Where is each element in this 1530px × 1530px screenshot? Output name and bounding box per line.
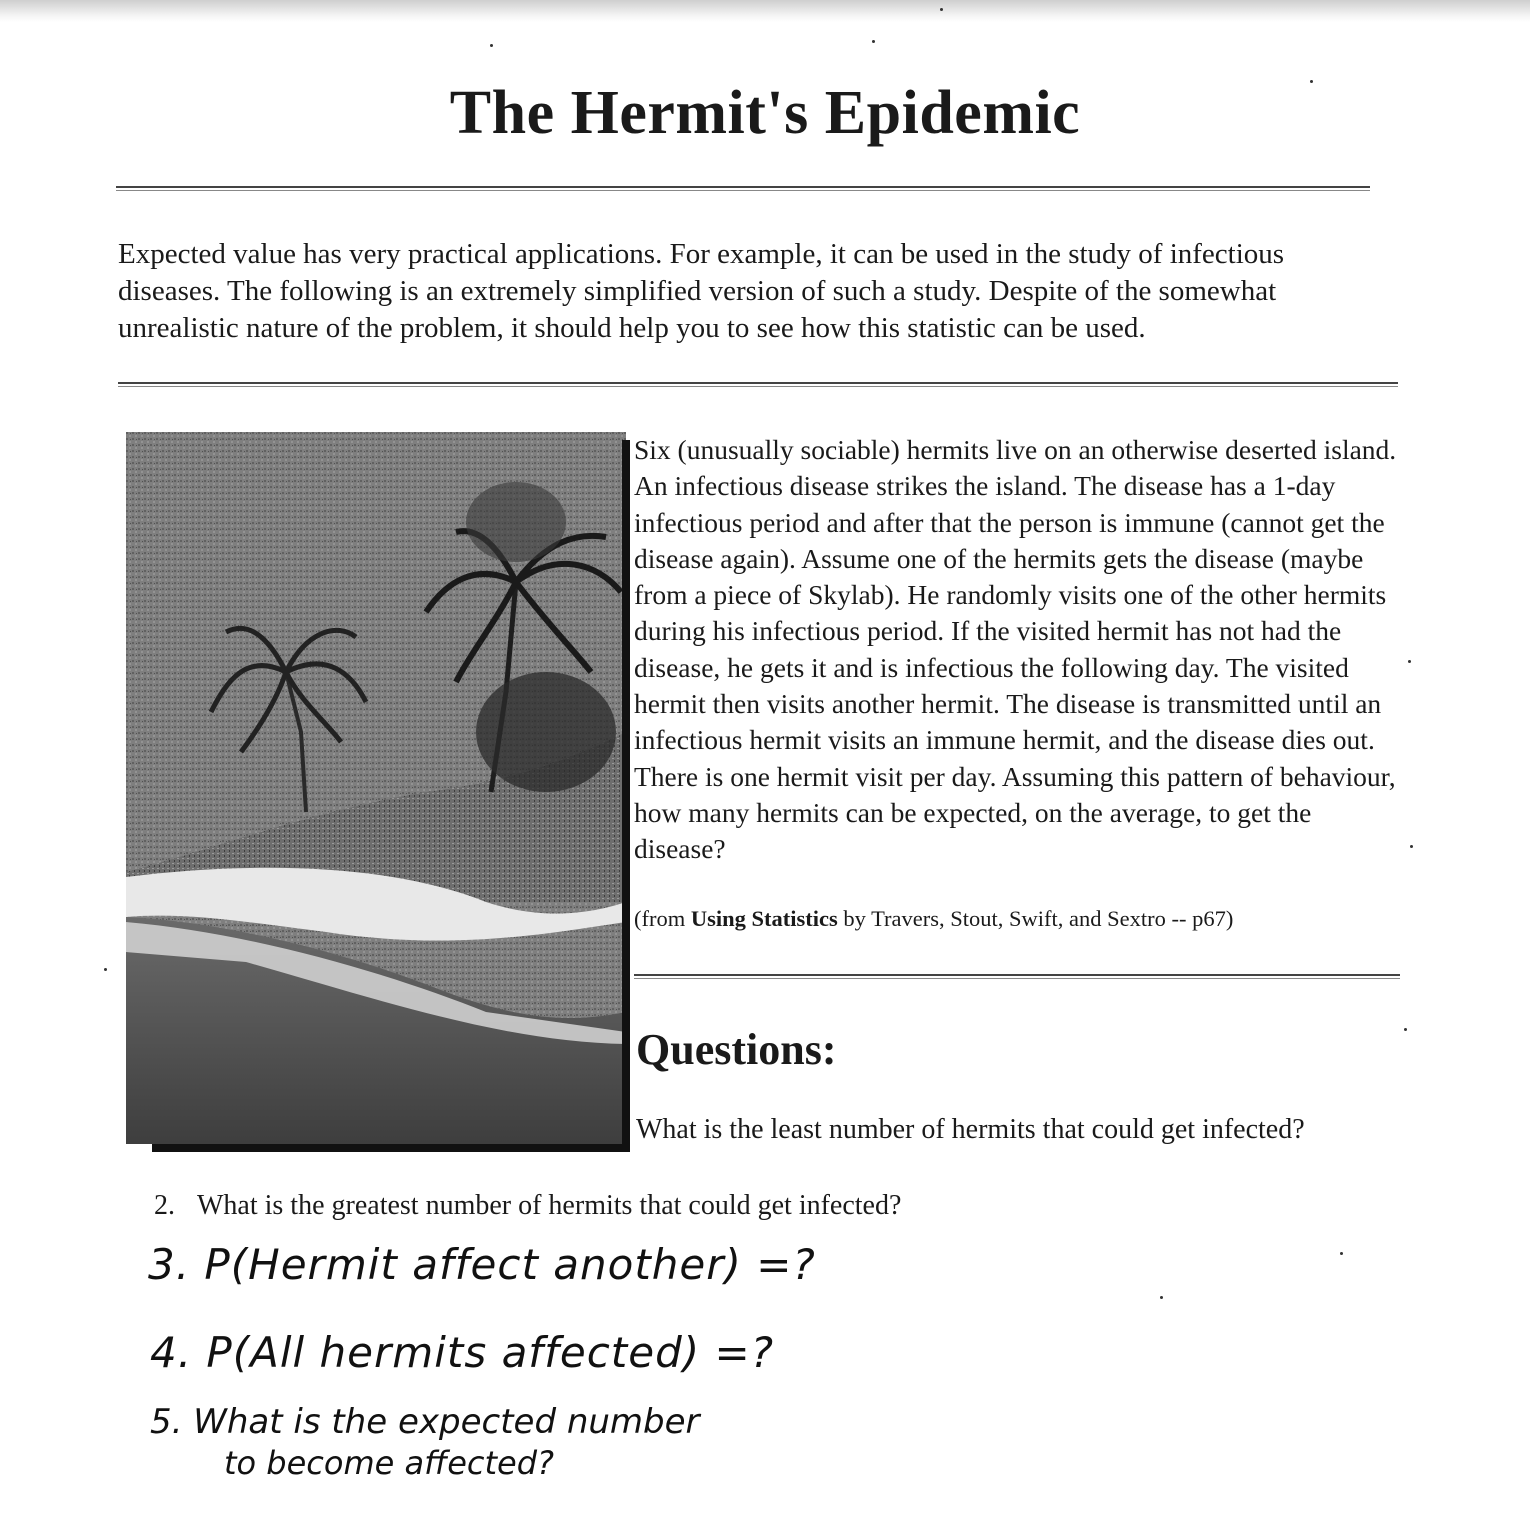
island-photo-art (126, 432, 626, 1144)
question-2 (154, 1190, 901, 1222)
scan-speck (1404, 1028, 1407, 1031)
citation-book-title: Using Statistics (690, 906, 838, 931)
citation (634, 904, 1409, 934)
scan-speck (490, 44, 493, 47)
scan-speck (1310, 80, 1313, 83)
handwritten-question-3: 3. P(Hermit affect another) =? (148, 1240, 816, 1289)
question-2-text: What is the greatest number of hermits that could get infected? (197, 1190, 902, 1221)
citation-prefix: (from (634, 906, 691, 931)
question-1-text: What is the least number of hermits that could get infected? (636, 1114, 1305, 1145)
scan-speck (1340, 1252, 1343, 1255)
photo-border (622, 440, 630, 1152)
scan-speck (872, 40, 875, 43)
citation-suffix: by Travers, Stout, Swift, and Sextro -- p67) (837, 906, 1234, 931)
handwritten-question-4: 4. P(All hermits affected) =? (150, 1328, 774, 1377)
divider-top (116, 186, 1370, 191)
questions-heading: Questions: (636, 1025, 837, 1074)
photo-shadow (152, 1144, 628, 1152)
handwritten-question-5-line-1: 5. What is the expected number (150, 1402, 700, 1442)
scan-speck (1410, 845, 1413, 848)
question-1 (636, 1114, 1305, 1146)
divider-middle (118, 382, 1398, 387)
scan-speck (1408, 660, 1411, 663)
scan-shadow (0, 0, 1530, 22)
page-title: The Hermit's Epidemic (449, 79, 1081, 147)
divider-questions (634, 974, 1400, 979)
scan-speck (940, 8, 943, 11)
intro-paragraph: Expected value has very practical applications. For example, it can be used in the study of infectious diseases. The following is an extremely simplified version of such a study. Despite of the somewhat unrealistic nature of the problem, it should help you to see how this statistic can be used. (118, 238, 1285, 344)
island-photo (126, 432, 626, 1144)
question-2-number: 2. (154, 1190, 175, 1221)
scan-speck (1160, 1296, 1163, 1299)
scan-speck (104, 968, 107, 971)
problem-statement: Six (unusually sociable) hermits live on an otherwise deserted island. An infectious disease strikes the island. The disease has a 1-day infectious period and after that the person is immune (cannot get the disease again). Assume one of the hermits gets the disease (maybe from a piece of Skylab). He randomly visits one of the other hermits during his infectious period. If the visited hermit has not had the disease, he gets it and is infectious the following day. The visited hermit then visits another hermit. The disease is transmitted until an infectious hermit visits an immune hermit, and the disease dies out. There is one hermit visit per day. Assuming this pattern of behaviour, how many hermits can be expected, on the average, to get the disease? (634, 434, 1397, 865)
handwritten-question-5-line-2: to become affected? (224, 1444, 555, 1482)
